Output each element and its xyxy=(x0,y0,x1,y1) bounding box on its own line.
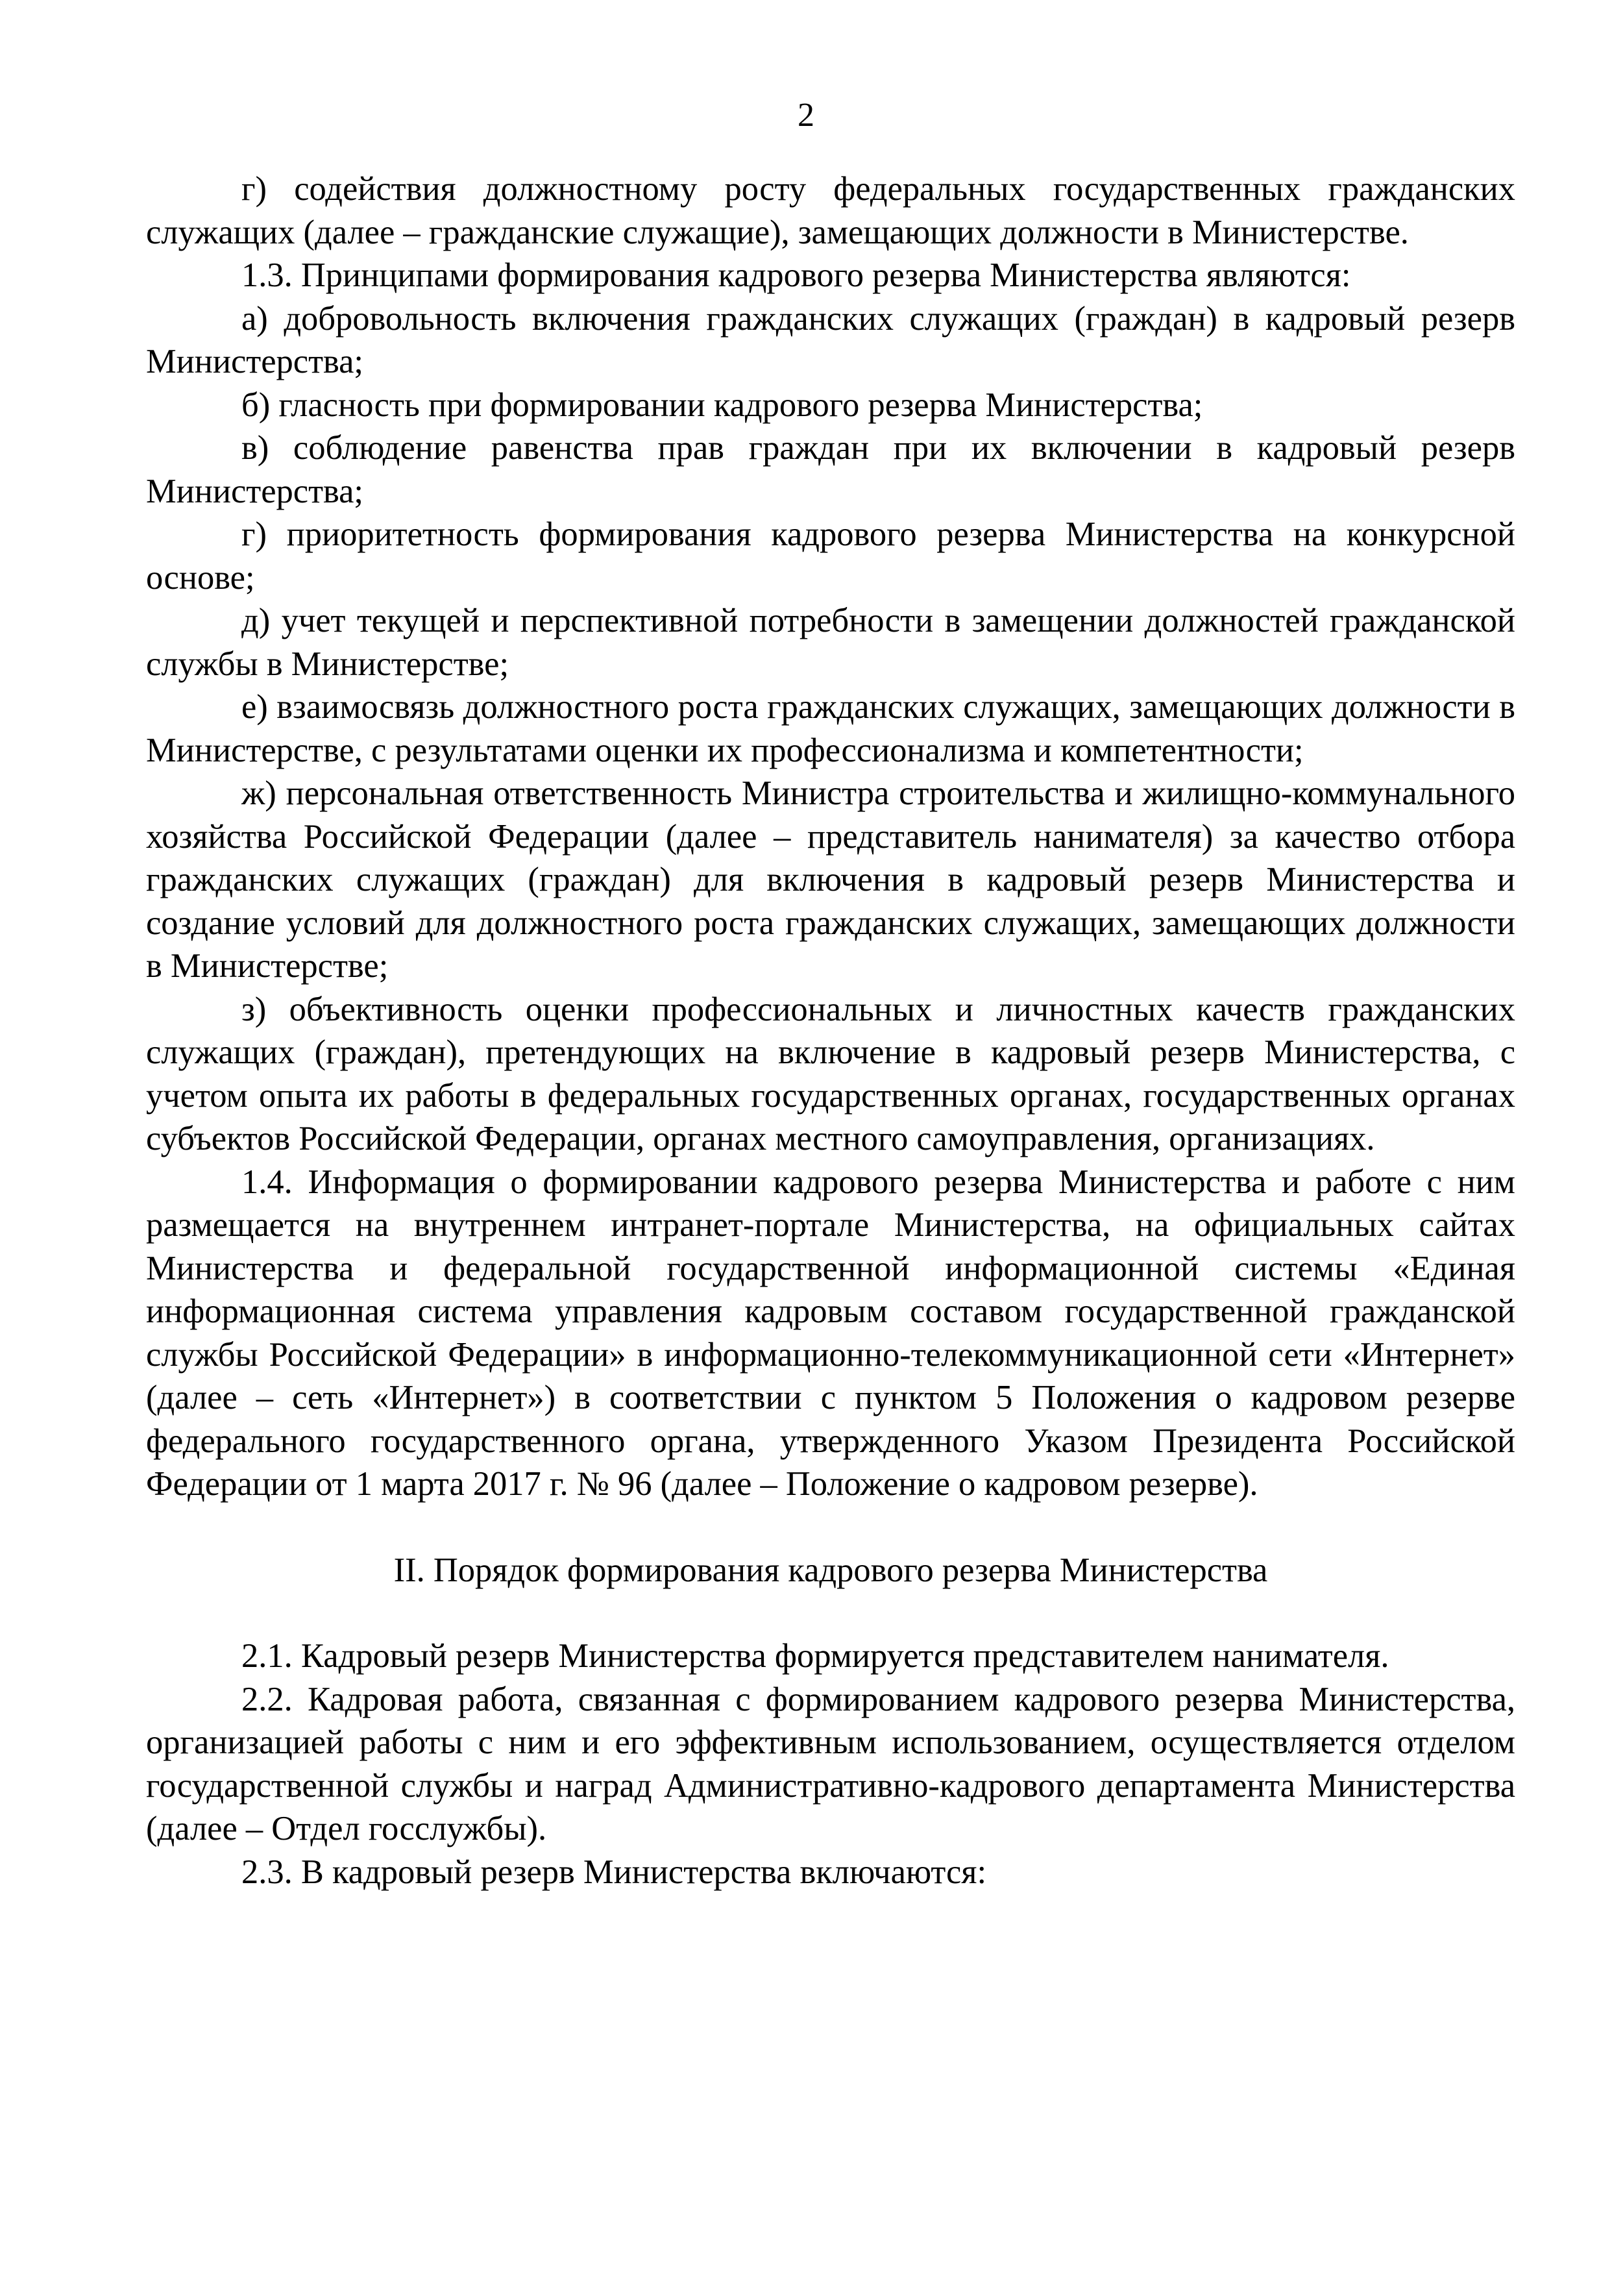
page-number: 2 xyxy=(798,97,814,134)
paragraph-1-3-d: д) учет текущей и перспективной потребности в замещении должностей гражданской службы в Министерстве; xyxy=(146,602,1515,683)
document-body xyxy=(146,167,1515,1894)
paragraph-2-3: 2.3. В кадровый резерв Министерства включаются: xyxy=(241,1853,987,1891)
paragraph-g-promotion: г) содействия должностному росту федеральных государственных гражданских служащих (далее – гражданские служащие), замещающих должности в Министерстве. xyxy=(146,170,1515,251)
paragraph-1-3-a: а) добровольность включения гражданских служащих (граждан) в кадровый резерв Министерства; xyxy=(146,299,1515,380)
paragraph-1-3-b: б) гласность при формировании кадрового резерва Министерства; xyxy=(241,386,1203,424)
paragraph-1-3: 1.3. Принципами формирования кадрового резерва Министерства являются: xyxy=(241,256,1351,294)
paragraph-1-3-z: з) объективность оценки профессиональных и личностных качеств гражданских служащих (граждан), претендующих на включение в кадровый резерв Министерства, с учетом опыта их работы в федеральных государственных органах, государственных органах субъектов Российской Федерации, органах местного самоуправления, организациях. xyxy=(146,990,1515,1157)
paragraph-1-4: 1.4. Информация о формировании кадрового резерва Министерства и работе с ним размещается на внутреннем интранет-портале Министерства, на официальных сайтах Министерства и федеральной государственной информационной системы «Единая информационная система управления кадровым составом государственной гражданской службы Российской Федерации» в информационно-телекоммуникационной сети «Интернет» (далее – сеть «Интернет») в соответствии с пунктом 5 Положения о кадровом резерве федерального государственного органа, утвержденного Указом Президента Российской Федерации от 1 марта 2017 г. № 96 (далее – Положение о кадровом резерве). xyxy=(146,1163,1515,1503)
paragraph-1-3-zh: ж) персональная ответственность Министра строительства и жилищно-коммунального хозяйства Российской Федерации (далее – представитель нанимателя) за качество отбора гражданских служащих (граждан) для включения в кадровый резерв Министерства и создание условий для должностного роста гражданских служащих, замещающих должности в Министерстве; xyxy=(146,774,1515,985)
section-heading: II. Порядок формирования кадрового резерва Министерства xyxy=(393,1551,1268,1589)
paragraph-1-3-e: е) взаимосвязь должностного роста гражданских служащих, замещающих должности в Министерстве, с результатами оценки их профессионализма и компетентности; xyxy=(146,688,1515,769)
paragraph-2-1: 2.1. Кадровый резерв Министерства формируется представителем нанимателя. xyxy=(241,1637,1389,1675)
paragraph-1-3-g: г) приоритетность формирования кадрового резерва Министерства на конкурсной основе; xyxy=(146,515,1515,597)
paragraph-2-2: 2.2. Кадровая работа, связанная с формированием кадрового резерва Министерства, организацией работы с ним и его эффективным использованием, осуществляется отделом государственной службы и наград Административно-кадрового департамента Министерства (далее – Отдел госслужбы). xyxy=(146,1680,1515,1847)
paragraph-1-3-v: в) соблюдение равенства прав граждан при их включении в кадровый резерв Министерства; xyxy=(146,429,1515,510)
